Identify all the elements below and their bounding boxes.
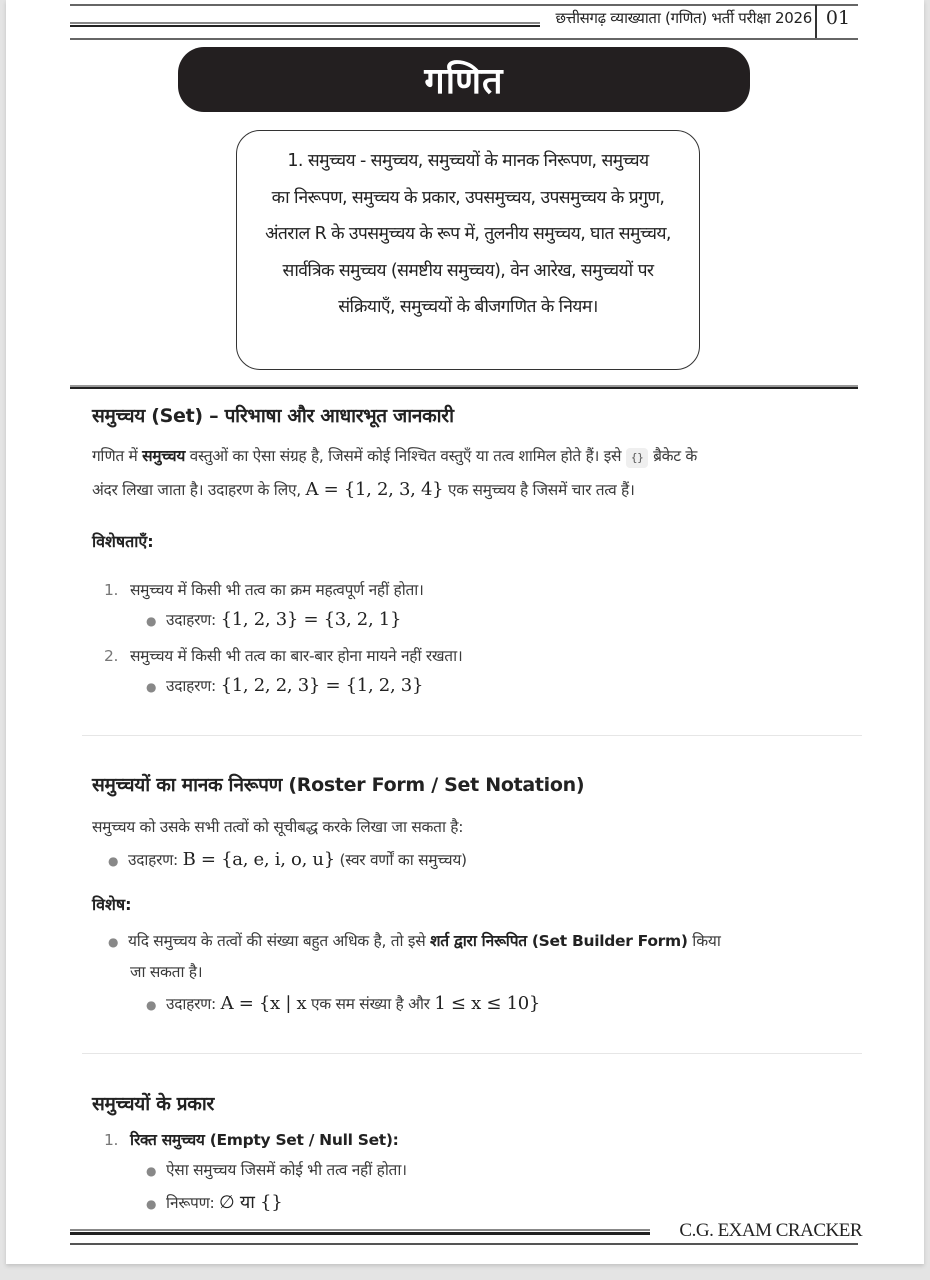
math-expression: A = {x | x (220, 993, 307, 1014)
list-item (104, 1128, 399, 1150)
syllabus-line: सार्वत्रिक समुच्चय (समष्टीय समुच्चय), वेन आरेख, समुच्चयों पर (282, 260, 654, 281)
subject-title: गणित (424, 61, 504, 102)
list-text: ऐसा समुच्चय जिसमें कोई भी तत्व नहीं होता। (166, 1161, 407, 1179)
math-expression: B = {a, e, i, o, u} (182, 849, 335, 870)
syllabus-line: 1. समुच्चय - समुच्चय, समुच्चयों के मानक निरूपण, समुच्चय (287, 151, 649, 171)
roster-paragraph: समुच्चय को उसके सभी तत्वों को सूचीबद्ध करके लिखा जा सकता है: (92, 818, 464, 836)
math-expression: 1 ≤ x ≤ 10} (434, 993, 541, 1014)
footer-brand: C.G. EXAM CRACKER (650, 1220, 862, 1242)
list-subitem (108, 848, 467, 870)
footer-rule-bottom (70, 1243, 858, 1245)
header-rule-top (70, 4, 858, 6)
bullet-icon: ● (146, 679, 157, 694)
list-number: 1. (104, 1131, 119, 1149)
footer-rule-double-2 (70, 1232, 660, 1235)
section-heading-set-types: समुच्चयों के प्रकार (92, 1093, 214, 1115)
list-subitem (146, 674, 423, 696)
bullet-icon: ● (146, 613, 157, 628)
page-number: 01 (825, 7, 851, 29)
list-text: किया (687, 932, 721, 950)
example-note: (स्वर वर्णों का समुच्चय) (334, 851, 467, 869)
list-item (104, 578, 424, 600)
footer-rule-double-1 (70, 1229, 660, 1231)
inline-code: {} (626, 448, 649, 468)
section-heading-set-definition: समुच्चय (Set) – परिभाषा और आधारभूत जानकारी (92, 405, 454, 427)
list-subitem (146, 1190, 282, 1214)
list-item (104, 644, 462, 666)
list-text-bold: शर्त द्वारा निरूपित (Set Builder Form) (430, 932, 688, 950)
list-subitem (146, 1158, 407, 1180)
bullet-icon: ● (146, 1196, 157, 1211)
para-bold: समुच्चय (142, 447, 186, 465)
bullet-icon: ● (108, 934, 119, 949)
list-subitem (146, 992, 540, 1014)
list-text: यदि समुच्चय के तत्वों की संख्या बहुत अधिक है, तो इसे (128, 932, 431, 950)
syllabus-line: अंतराल R के उपसमुच्चय के रूप में, तुलनीय समुच्चय, घात समुच्चय, (265, 224, 671, 244)
list-text: समुच्चय में किसी भी तत्व का क्रम महत्वपूर्ण नहीं होता। (130, 581, 424, 599)
example-label: उदाहरण: (166, 611, 221, 629)
list-number: 1. (104, 581, 119, 599)
header-rule-double-1 (70, 22, 550, 24)
list-item (108, 929, 721, 951)
para-text: गणित में (92, 447, 143, 465)
example-label: उदाहरण: (166, 677, 221, 695)
page-number-divider (815, 5, 817, 38)
para-text: ब्रैकेट के (648, 447, 698, 465)
section-divider (82, 1053, 862, 1054)
para-text: वस्तुओं का ऐसा संग्रह है, जिसमें कोई निश्चित वस्तुएँ या तत्व शामिल होते हैं। इसे (185, 447, 626, 465)
bullet-icon: ● (146, 997, 157, 1012)
math-expression: {1, 2, 2, 3} = {1, 2, 3} (220, 675, 424, 696)
list-text-continued: जा सकता है। (130, 963, 203, 981)
para-text: एक समुच्चय है जिसमें चार तत्व हैं। (443, 481, 635, 499)
notation-label: निरूपण: (166, 1194, 220, 1212)
special-heading: विशेष: (92, 895, 132, 914)
section-rule-2 (70, 387, 858, 389)
example-label: उदाहरण: (128, 851, 183, 869)
subject-banner (178, 47, 750, 112)
set-definition-paragraph (92, 440, 862, 507)
example-label: उदाहरण: (166, 995, 221, 1013)
syllabus-line: संक्रियाएँ, समुच्चयों के बीजगणित के नियम। (338, 297, 598, 317)
math-expression: A = {1, 2, 3, 4} (305, 479, 444, 500)
section-divider (82, 735, 862, 736)
list-text: समुच्चय में किसी भी तत्व का बार-बार होना मायने नहीं रखता। (130, 647, 463, 665)
header-rule-bottom (70, 38, 858, 40)
list-number: 2. (104, 647, 119, 665)
header-rule-double-2 (70, 25, 550, 27)
math-expression: {1, 2, 3} = {3, 2, 1} (220, 609, 402, 630)
section-heading-roster-form: समुच्चयों का मानक निरूपण (Roster Form / Set Notation) (92, 774, 585, 796)
list-title: रिक्त समुच्चय (Empty Set / Null Set): (130, 1131, 399, 1149)
syllabus-line: का निरूपण, समुच्चय के प्रकार, उपसमुच्चय, उपसमुच्चय के प्रगुण, (271, 187, 665, 208)
example-text: एक सम संख्या है और (306, 995, 435, 1013)
features-heading: विशेषताएँ: (92, 532, 154, 551)
syllabus-box (236, 130, 700, 370)
math-expression: ∅ या {} (219, 1192, 283, 1213)
bullet-icon: ● (108, 853, 119, 868)
bullet-icon: ● (146, 1163, 157, 1178)
exam-title: छत्तीसगढ़ व्याख्याता (गणित) भर्ती परीक्षा 2026 (540, 8, 818, 28)
list-subitem (146, 608, 401, 630)
para-text: अंदर लिखा जाता है। उदाहरण के लिए, (92, 481, 306, 499)
